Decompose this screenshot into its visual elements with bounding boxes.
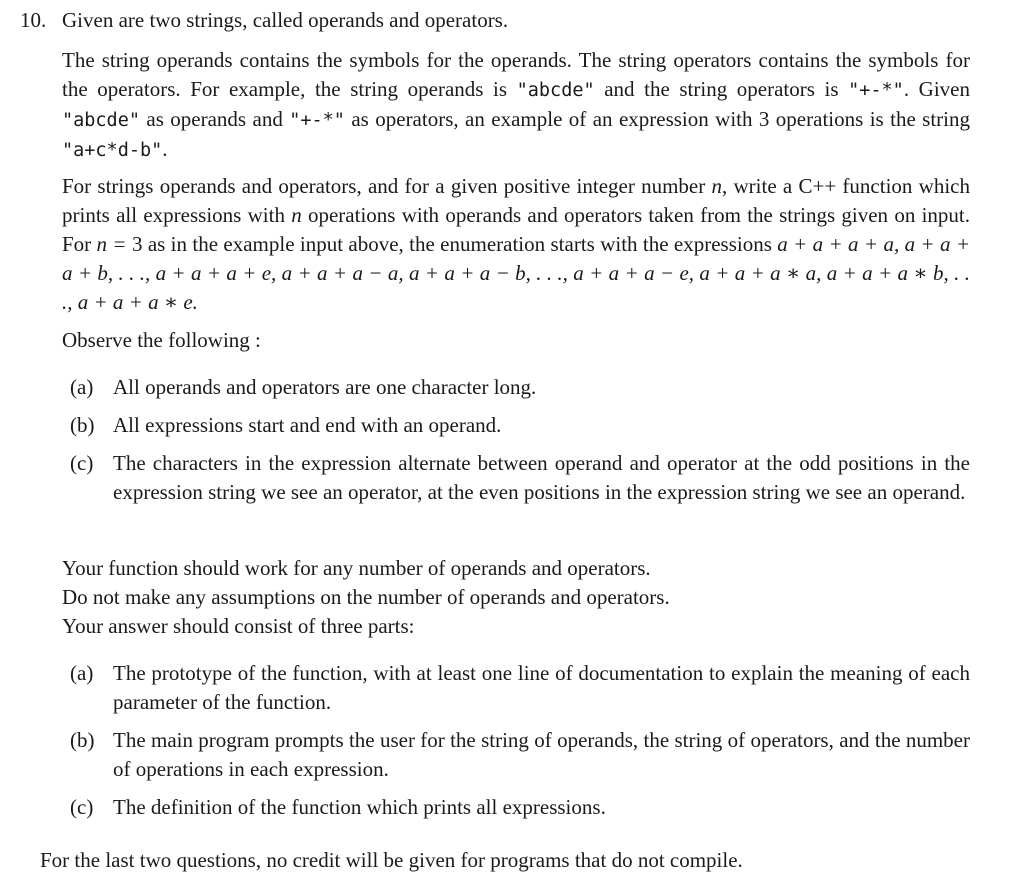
item-label: (c) [70,795,94,819]
text: and the string operators is [594,77,849,101]
list-item [62,373,970,402]
item-text: All expressions start and end with an operand. [113,413,502,437]
observe-heading: Observe the following : [62,328,261,352]
math-n-equals: n = [96,232,132,256]
instruction-line: Do not make any assumptions on the number of operands and operators. [62,585,670,609]
text: . Given [903,77,970,101]
list-item [62,449,970,507]
math-n: n [711,174,722,198]
list-item [62,411,970,440]
item-text: The main program prompts the user for the string of operands, the string of operators, and the number of operations in each expression. [113,728,970,781]
question-number: 10. [20,8,47,32]
math-enumeration: a + a + a + a, a + a + a + b, . . ., a + a + a + e, a + a + a − a, a + a + a − b, . . ., a + a + a − e, a + a + a ∗ a, a + a + a ∗ b, . . ., a + a + a ∗ e. [62,232,970,314]
item-label: (c) [70,451,94,475]
question-header [20,6,508,35]
paragraph-task [62,172,970,317]
item-text: The characters in the expression alternate between operand and operator at the odd positions in the expression string we see an operator, at the even positions in the expression string we see an operand. [113,451,970,504]
instruction-line: Your answer should consist of three parts: [62,614,415,638]
text: The string operands contains the symbols for the operands. The string operators contains the symbols for the operators. For example, the string operands is [62,48,970,101]
item-text: All operands and operators are one character long. [113,375,537,399]
list-item [62,726,970,784]
item-label: (a) [70,375,94,399]
text: operations with operands and operators taken from the strings given on input. For [62,203,971,256]
text: 3 as in the example input above, the enumeration starts with the expressions [131,232,778,256]
code-operators: "+-*" [848,80,904,101]
instruction-line: Your function should work for any number of operands and operators. [62,556,651,580]
list-item [62,793,970,822]
list-item [62,659,970,717]
text: as operands and [139,107,290,131]
question-intro: Given are two strings, called operands and operators. [62,8,509,32]
code-operands: "abcde" [516,80,595,101]
text: For strings operands and operators, and for a given positive integer number [62,174,712,198]
code-operators: "+-*" [289,110,345,131]
text: as operators, an example of an expression with 3 operations is the string [344,107,971,131]
text: , write a C++ function which prints all expressions with [62,174,970,227]
item-text: The definition of the function which prints all expressions. [113,795,606,819]
item-label: (a) [70,661,94,685]
item-text: The prototype of the function, with at least one line of documentation to explain the meaning of each parameter of the function. [113,661,970,714]
observation-list [62,373,970,516]
item-label: (b) [70,413,95,437]
item-label: (b) [70,728,95,752]
paragraph-example [62,46,970,165]
math-n: n [291,203,302,227]
footer-note: For the last two questions, no credit will be given for programs that do not compile. [40,848,743,872]
code-expression: "a+c*d-b" [62,140,163,161]
answer-parts-list [62,659,970,831]
code-operands: "abcde" [62,110,140,131]
text: . [162,137,168,161]
